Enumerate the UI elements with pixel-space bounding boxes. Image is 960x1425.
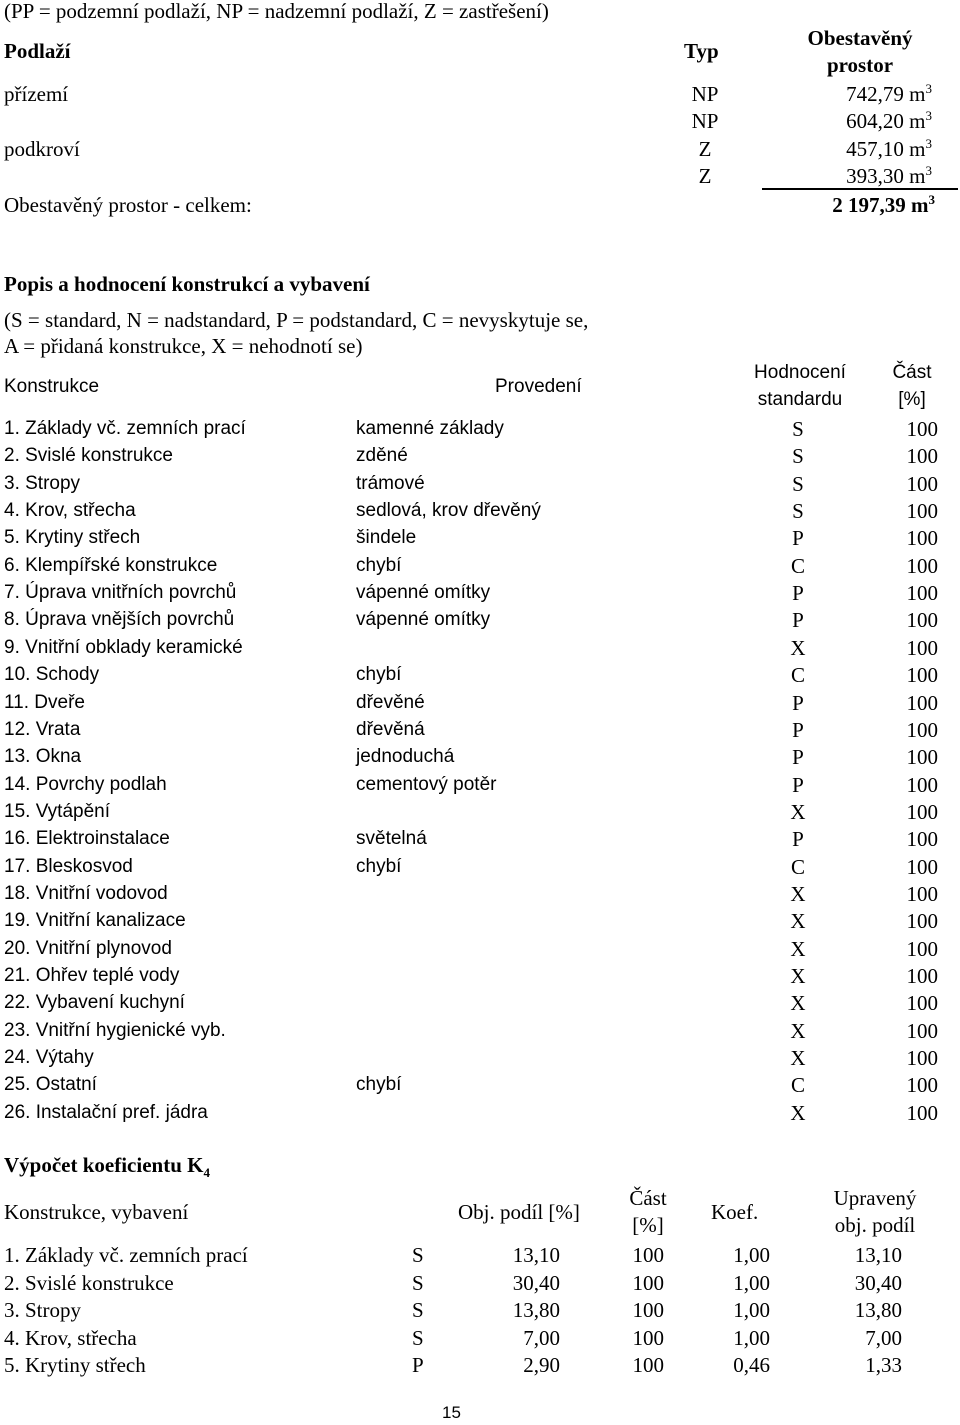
k4-podil: 30,40 (512, 1270, 560, 1295)
total-value: 2 197,39 $m^3$ (832, 192, 935, 217)
konstrukce-hodnoceni: P (792, 526, 804, 551)
podlazi-typ: NP (691, 82, 719, 106)
konstrukce-name: 25. Ostatní (4, 1074, 97, 1096)
konstrukce-cast: 100 (906, 1073, 938, 1098)
k4-cast: 100 (632, 1243, 664, 1267)
konstrukce-hodnoceni: X (790, 936, 806, 961)
k4-koef-header: Koef. (711, 1200, 759, 1224)
konstrukce-hodnoceni: S (792, 444, 804, 469)
konstrukce-hodnoceni: C (790, 663, 805, 688)
konstrukce-hodnoceni: P (792, 581, 804, 606)
konstrukce-provedeni: jednoduchá (356, 746, 455, 768)
konstrukce-name: 7. Úprava vnitřních povrchů (4, 582, 237, 604)
konstrukce-name: 6. Klempířské konstrukce (4, 554, 218, 576)
konstrukce-cast: 100 (906, 553, 938, 578)
konstrukce-name: 23. Vnitřní hygienické vyb. (4, 1019, 226, 1041)
konstrukce-hodnoceni: X (790, 635, 806, 660)
konstrukce-cast: 100 (906, 417, 938, 441)
konstrukce-name: 22. Vybavení kuchyní (4, 992, 185, 1014)
konstrukce-name: 20. Vnitřní plynovod (4, 937, 172, 959)
rating-legend-line2: A = přidaná konstrukce, X = nehodnotí se) (4, 334, 363, 358)
konstrukce-name: 14. Povrchy podlah (4, 773, 167, 795)
k4-standard: S (412, 1325, 424, 1350)
typ-header: Typ (684, 39, 719, 63)
k4-cast: 100 (632, 1325, 664, 1350)
konstrukce-hodnoceni: P (792, 827, 804, 852)
k4-upraveny: 13,80 (854, 1298, 902, 1322)
konstrukce-hodnoceni: X (790, 1100, 806, 1125)
konstrukce-cast: 100 (906, 1046, 938, 1071)
konstrukce-name: 26. Instalační pref. jádra (4, 1101, 208, 1123)
konstrukce-name: 10. Schody (4, 664, 100, 686)
konstrukce-cast: 100 (906, 690, 938, 715)
konstrukce-provedeni: chybí (356, 855, 402, 877)
konstrukce-hodnoceni: S (792, 499, 804, 524)
konstrukce-cast: 100 (906, 526, 938, 551)
konstrukce-name: 15. Vytápění (4, 800, 110, 822)
k4-upraveny-header-line2: obj. podíl (834, 1213, 916, 1237)
k4-name: 2. Svislé konstrukce (4, 1270, 174, 1295)
k4-name: 5. Krytiny střech (4, 1353, 146, 1377)
obestaveny-prostor-header-line2: prostor (826, 53, 894, 77)
konstrukce-hodnoceni: C (790, 854, 805, 879)
podlazi-typ: Z (698, 164, 712, 188)
konstrukce-cast: 100 (906, 1100, 938, 1125)
podlazi-value: 457,10 $m^3$ (846, 136, 932, 161)
konstrukce-cast: 100 (906, 799, 938, 824)
k4-cast-header-line1: Část (629, 1186, 667, 1210)
konstrukce-cast: 100 (906, 827, 938, 852)
k4-upraveny: 30,40 (854, 1270, 902, 1295)
hodnoceni-header-line2: standardu (757, 389, 843, 410)
konstrukce-cast: 100 (906, 471, 938, 496)
k4-koef: 1,00 (733, 1325, 770, 1350)
k4-koef: 0,46 (733, 1353, 770, 1377)
konstrukce-provedeni: chybí (356, 664, 402, 686)
konstrukce-hodnoceni: P (792, 608, 804, 633)
k4-name: 1. Základy vč. zemních prací (4, 1243, 248, 1267)
k4-cast: 100 (632, 1353, 664, 1377)
k4-name: 3. Stropy (4, 1298, 82, 1322)
konstrukce-provedeni: chybí (356, 1074, 402, 1096)
popis-title: Popis a hodnocení konstrukcí a vybavení (4, 272, 370, 296)
konstrukce-cast: 100 (906, 717, 938, 742)
konstrukce-cast: 100 (906, 854, 938, 879)
k4-upraveny-header-line1: Upravený (833, 1186, 917, 1210)
konstrukce-provedeni: chybí (356, 554, 402, 576)
podlazi-value: 604,20 $m^3$ (846, 108, 932, 133)
konstrukce-hodnoceni: X (790, 991, 806, 1016)
k4-cast: 100 (632, 1270, 664, 1295)
konstrukce-hodnoceni: X (790, 799, 806, 824)
konstrukce-provedeni: vápenné omítky (356, 609, 491, 631)
provedeni-header: Provedení (495, 376, 582, 397)
konstrukce-hodnoceni: S (792, 417, 804, 441)
konstrukce-name: 13. Okna (4, 746, 82, 768)
total-rule (762, 188, 958, 190)
k4-standard: S (412, 1243, 424, 1267)
konstrukce-name: 17. Bleskosvod (4, 855, 133, 877)
konstrukce-provedeni: dřevěná (356, 718, 425, 740)
konstrukce-name: 24. Výtahy (4, 1047, 94, 1069)
konstrukce-name: 21. Ohřev teplé vody (4, 965, 180, 986)
konstrukce-provedeni: vápenné omítky (356, 582, 491, 604)
k4-podil-header: Obj. podíl [%] (458, 1200, 580, 1224)
konstrukce-cast: 100 (906, 936, 938, 961)
k4-podil: 7,00 (523, 1325, 560, 1350)
k4-upraveny: 13,10 (854, 1243, 902, 1267)
k4-konstrukce-header: Konstrukce, vybavení (4, 1200, 189, 1224)
konstrukce-name: 3. Stropy (4, 472, 81, 494)
konstrukce-cast: 100 (906, 663, 938, 688)
k4-koef: 1,00 (733, 1270, 770, 1295)
konstrukce-cast: 100 (906, 964, 938, 988)
k4-cast: 100 (632, 1298, 664, 1322)
konstrukce-hodnoceni: P (792, 717, 804, 742)
k4-upraveny: 1,33 (865, 1353, 902, 1377)
konstrukce-cast: 100 (906, 1018, 938, 1043)
k4-standard: P (412, 1353, 424, 1377)
konstrukce-name: 1. Základy vč. zemních prací (4, 418, 246, 439)
konstrukce-hodnoceni: X (790, 964, 806, 988)
konstrukce-name: 8. Úprava vnějších povrchů (4, 609, 235, 631)
konstrukce-provedeni: cementový potěr (356, 773, 497, 795)
konstrukce-cast: 100 (906, 881, 938, 906)
floor-type-legend: (PP = podzemní podlaží, NP = nadzemní podlaží, Z = zastřešení) (4, 0, 549, 23)
konstrukce-name: 9. Vnitřní obklady keramické (4, 636, 243, 658)
konstrukce-name: 16. Elektroinstalace (4, 828, 170, 850)
konstrukce-hodnoceni: X (790, 909, 806, 934)
podlazi-typ: Z (698, 137, 712, 161)
konstrukce-name: 19. Vnitřní kanalizace (4, 910, 186, 932)
k4-koef: 1,00 (733, 1243, 770, 1267)
podlazi-value: 742,79 $m^3$ (846, 81, 932, 106)
podlazi-typ: NP (691, 109, 719, 133)
konstrukce-name: 5. Krytiny střech (4, 527, 141, 549)
konstrukce-cast: 100 (906, 444, 938, 469)
page-number: 15 (442, 1403, 461, 1422)
konstrukce-cast: 100 (906, 499, 938, 524)
podlazi-value: 393,30 $m^3$ (846, 163, 932, 188)
rating-legend-line1: (S = standard, N = nadstandard, P = podstandard, C = nevyskytuje se, (4, 308, 589, 332)
k4-standard: S (412, 1298, 424, 1322)
konstrukce-cast: 100 (906, 608, 938, 633)
konstrukce-provedeni: šindele (356, 527, 417, 549)
k4-podil: 13,10 (512, 1243, 560, 1267)
konstrukce-provedeni: kamenné základy (356, 418, 504, 439)
konstrukce-hodnoceni: S (792, 471, 804, 496)
konstrukce-hodnoceni: P (792, 772, 804, 797)
konstrukce-cast: 100 (906, 745, 938, 770)
konstrukce-hodnoceni: X (790, 1018, 806, 1043)
konstrukce-name: 4. Krov, střecha (4, 500, 136, 522)
k4-upraveny: 7,00 (865, 1325, 902, 1350)
k4-podil: 13,80 (512, 1298, 560, 1322)
konstrukce-cast: 100 (906, 635, 938, 660)
konstrukce-hodnoceni: X (790, 1046, 806, 1071)
konstrukce-hodnoceni: C (790, 1073, 805, 1098)
konstrukce-provedeni: dřevěné (356, 691, 425, 713)
konstrukce-name: 2. Svislé konstrukce (4, 445, 173, 467)
konstrukce-cast: 100 (906, 581, 938, 606)
konstrukce-hodnoceni: C (790, 553, 805, 578)
cast-header-line1: Část (892, 362, 932, 383)
konstrukce-hodnoceni: X (790, 881, 806, 906)
konstrukce-hodnoceni: P (792, 745, 804, 770)
hodnoceni-header-line1: Hodnocení (754, 362, 846, 383)
konstrukce-name: 12. Vrata (4, 718, 81, 740)
konstrukce-cast: 100 (906, 991, 938, 1016)
podlazi-name: podkroví (4, 137, 80, 161)
konstrukce-hodnoceni: P (792, 690, 804, 715)
obestaveny-prostor-header-line1: Obestavěný (807, 26, 913, 50)
konstrukce-provedeni: světelná (356, 828, 427, 850)
k4-koef: 1,00 (733, 1298, 770, 1322)
k4-name: 4. Krov, střecha (4, 1325, 137, 1350)
podlazi-header: Podlaží (4, 39, 71, 63)
cast-header-line2: [%] (898, 389, 926, 410)
podlazi-name: přízemí (4, 82, 69, 106)
k4-title: Výpočet koeficientu $K_4$ (4, 1153, 210, 1181)
konstrukce-name: 18. Vnitřní vodovod (4, 882, 168, 904)
konstrukce-name: 11. Dveře (4, 691, 85, 713)
k4-cast-header-line2: [%] (632, 1213, 664, 1237)
total-label: Obestavěný prostor - celkem: (4, 193, 252, 217)
konstrukce-cast: 100 (906, 909, 938, 934)
konstrukce-provedeni: zděné (356, 445, 408, 467)
konstrukce-provedeni: sedlová, krov dřevěný (356, 500, 541, 522)
k4-podil: 2,90 (523, 1353, 560, 1377)
konstrukce-header: Konstrukce (4, 376, 100, 397)
konstrukce-cast: 100 (906, 772, 938, 797)
k4-standard: S (412, 1270, 424, 1295)
konstrukce-provedeni: trámové (356, 472, 425, 494)
